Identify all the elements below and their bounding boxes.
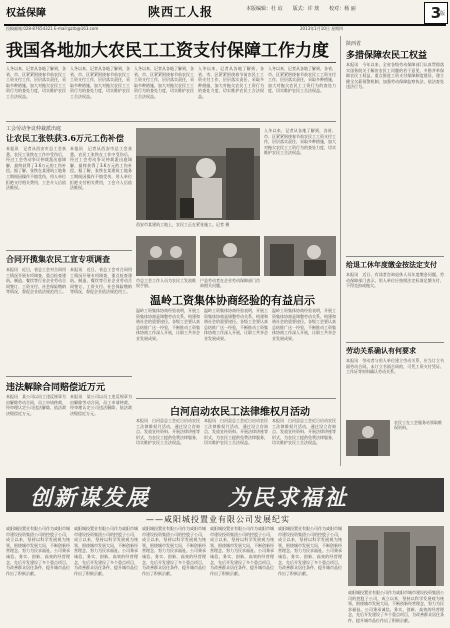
lead-article-col-5: 入冬以来，记者从各地了解到，各省、市、区紧紧围绕春节前农民工工资支付工作，层层落实责任，采取多种措施，加大对拖欠农民工工资行为的查处力度，切实维护农民工合法权益。 xyxy=(268,66,336,94)
article-body: 本报讯 白河县总工会近日启动农民工法律维权月活动，通过设立咨询点、发放宣传资料、开展法律讲座等形式，为农民工提供免费法律服务，切实维护农民工合法权益。 xyxy=(136,418,200,446)
main-headline: 我国各地加大农民工工资支付保障工作力度 xyxy=(6,41,329,61)
feature-body: 咸阳城投置业有限公司作为咸阳市城市建设投资集团公司的控股子公司，成立以来，坚持以科学发展观为统领，围绕城市发展大局，不断创新经营理念，努力为民求福祉。公司秉承诚信、务实、创新、高效的经营理念，先后开发建设了多个重点项目，为改善群众居住条件、提升城市品位作出了积极贡献。 xyxy=(74,526,138,576)
article-title: 合同开揽集农民工宣专项调查 xyxy=(6,254,110,264)
page-suffix: 版 xyxy=(440,11,446,17)
photo-caption: 市总工会工作人员为农民工发放维权手册。 xyxy=(136,278,196,288)
article-kicker: 工会劳动争议仲裁派出庭 xyxy=(6,126,62,132)
article-body: 本报讯 记者从西安市总工会获悉，农民工张铁在工作中受伤后，经过工会劳动争议仲裁派出庭调解，最终获得了3.6万元的工伤补偿。据了解，张铁在某建筑工地务工期间因操作不慎受伤，用人单位拒绝支付相关费用，工会介入后依法维权。 xyxy=(70,146,132,191)
lead-article-col-2: 入冬以来，记者从各地了解到，各省、市、区紧紧围绕春节前农民工工资支付工作，层层落实责任，采取多种措施，加大对拖欠农民工工资行为的查处力度，切实维护农民工合法权益。 xyxy=(70,66,130,99)
section-rule xyxy=(6,250,132,251)
article-body: 本报讯 白河县总工会近日启动农民工法律维权月活动，通过设立咨询点、发放宣传资料、开展法律讲座等形式，为农民工提供免费法律服务，切实维护农民工合法权益。 xyxy=(204,418,268,446)
feature-body: 咸阳城投置业有限公司作为咸阳市城市建设投资集团公司的控股子公司，成立以来，坚持以科学发展观为统领，围绕城市发展大局，不断创新经营理念，努力为民求福祉。公司秉承诚信、务实、创新、高效的经营理念，先后开发建设了多个重点项目，为改善群众居住条件、提升城市品位作出了积极贡献。 xyxy=(142,526,206,576)
worker-photo-image xyxy=(136,128,260,220)
article-body: 本报讯 记者从西安市总工会获悉，农民工张铁在工作中受伤后，经过工会劳动争议仲裁派出庭调解，最终获得了3.6万元的工伤补偿。据了解，张铁在某建筑工地务工期间因操作不慎受伤，用人单位拒绝支付相关费用，工会介入后依法维权。 xyxy=(6,146,66,191)
article-title: 温岭工资集体协商经验的有益启示 xyxy=(150,294,315,307)
lead-article-col-3: 入冬以来，记者从各地了解到，各省、市、区紧紧围绕春节前农民工工资支付工作，层层落实责任，采取多种措施，加大对拖欠农民工工资行为的查处力度，切实维护农民工合法权益。 xyxy=(134,66,194,99)
article-title: 白河启动农民工法律维权月活动 xyxy=(170,407,310,418)
section-rule xyxy=(346,256,444,257)
article-body: 本报讯 某公司以员工违反规章为由解除劳动合同，员工申请仲裁，经审理认定公司违法解除，依法裁决赔偿近万元。 xyxy=(6,394,66,416)
sidebar-title: 多措保障农民工权益 xyxy=(346,51,428,61)
headline-rule xyxy=(6,62,336,63)
photo-caption: 西安市某建筑工地上，农民工正在紧张施工。记者 摄 xyxy=(136,222,230,227)
contact-line: 投稿邮箱:028-87654321 E-mail:gzrb@163.com xyxy=(6,26,99,31)
article-body: 温岭工资集体协商经验表明，开展工资集体协商是调整劳动关系、构建和谐社会的重要途径。各级工会要认真总结推广这一经验，不断推动工资集体协商工作深入开展，让职工共享企业发展成果。 xyxy=(272,308,336,341)
article-body: 本报讯 某公司以员工违反规章为由解除劳动合同，员工申请仲裁，经审理认定公司违法解除，依法裁决赔偿近万元。 xyxy=(70,394,132,416)
section-rule xyxy=(346,342,444,343)
feature-body: 咸阳城投置业有限公司作为咸阳市城市建设投资集团公司的控股子公司，成立以来，坚持以科学发展观为统领，围绕城市发展大局，不断创新经营理念，努力为民求福祉。公司秉承诚信、务实、创新、高效的经营理念，先后开发建设了多个重点项目，为改善群众居住条件、提升城市品位作出了积极贡献。 xyxy=(348,590,444,623)
article-body: 入冬以来，记者从各地了解到，各省、市、区紧紧围绕春节前农民工工资支付工作，层层落实责任，采取多种措施，加大对拖欠农民工工资行为的查处力度，切实维护农民工合法权益。 xyxy=(264,128,336,156)
news-photo xyxy=(136,128,260,220)
article-body: 温岭工资集体协商经验表明，开展工资集体协商是调整劳动关系、构建和谐社会的重要途径。各级工会要认真总结推广这一经验，不断推动工资集体协商工作深入开展，让职工共享企业发展成果。 xyxy=(204,308,268,341)
sidebar-body: 本报讯 劳动者与用人单位建立劳动关系，应当订立书面劳动合同。未订立书面合同的，可凭工资支付凭证、工作证等材料确认劳动关系。 xyxy=(346,358,444,375)
article-body: 温岭工资集体协商经验表明，开展工资集体协商是调整劳动关系、构建和谐社会的重要途径。各级工会要认真总结推广这一经验，不断推动工资集体协商工作深入开展，让职工共享企业发展成果。 xyxy=(136,308,200,341)
article-body: 本报讯 近日，省总工会对合同用工情况开展专项调查，重点检查建筑、制造、餐饮等行业企业劳动合同签订、工资支付、社会保险缴纳等情况，督促企业依法规范用工。 xyxy=(6,267,66,295)
feature-photo xyxy=(348,526,444,586)
section-rule xyxy=(6,376,132,377)
sidebar-body: 本报讯 近日，有读者咨询退休人员年度缴金问题。劳动保障部门表示，用人单位应按照法定标准足额支付，不得克扣或拖欠。 xyxy=(346,272,444,289)
section-rule xyxy=(136,398,336,399)
sidebar-photo xyxy=(346,420,390,456)
consultation-photo-image xyxy=(200,236,260,276)
issue-info: 本版编辑：杜 谊 版式：许 琰 校对：杨 丽 xyxy=(246,6,356,12)
paper-name: 陕西工人报 xyxy=(148,5,214,19)
article-title: 违法解除合同赔偿近万元 xyxy=(6,383,106,393)
feature-body: 咸阳城投置业有限公司作为咸阳市城市建设投资集团公司的控股子公司，成立以来，坚持以科学发展观为统领，围绕城市发展大局，不断创新经营理念，努力为民求福祉。公司秉承诚信、务实、创新、高效的经营理念，先后开发建设了多个重点项目，为改善群众居住条件、提升城市品位作出了积极贡献。 xyxy=(278,526,342,576)
building-photo-image xyxy=(348,526,444,586)
section-name: 权益保障 xyxy=(6,8,46,19)
article-body: 本报讯 近日，省总工会对合同用工情况开展专项调查，重点检查建筑、制造、餐饮等行业企业劳动合同签订、工资支付、社会保险缴纳等情况，督促企业依法规范用工。 xyxy=(70,267,132,295)
sidebar-body: 本报讯 今年以来，全省各级劳动保障部门认真贯彻落实国务院关于解决农民工问题的若干意见，多措并举保障农民工权益，重点推进工资支付保障制度建设，建立健全欠薪预警机制，加强劳动保障监察执法，依法查处违法行为。 xyxy=(346,62,444,90)
sidebar-divider xyxy=(340,36,341,466)
news-photo xyxy=(136,236,196,276)
sidebar-kicker: 陕西省 xyxy=(346,41,362,47)
news-photo xyxy=(200,236,260,276)
article-body: 本报讯 白河县总工会近日启动农民工法律维权月活动，通过设立咨询点、发放宣传资料、开展法律讲座等形式，为农民工提供免费法律服务，切实维护农民工合法权益。 xyxy=(272,418,336,446)
banner-slogan-right: 为民求福祉 xyxy=(228,485,349,511)
date-line: 2013年1月10日 星期四 xyxy=(300,26,344,31)
lead-article-col-4: 入冬以来，记者从各地了解到，各省、市、区紧紧围绕春节前农民工工资支付工作，层层落实责任，采取多种措施，加大对拖欠农民工工资行为的查处力度，切实维护农民工合法权益。 xyxy=(198,66,264,99)
sidebar-title: 劳动关系确认有何要求 xyxy=(346,346,416,355)
meeting-photo-image xyxy=(136,236,196,276)
feature-body: 咸阳城投置业有限公司作为咸阳市城市建设投资集团公司的控股子公司，成立以来，坚持以科学发展观为统领，围绕城市发展大局，不断创新经营理念，努力为民求福祉。公司秉承诚信、务实、创新、高效的经营理念，先后开发建设了多个重点项目，为改善群众居住条件、提升城市品位作出了积极贡献。 xyxy=(210,526,274,576)
banner-subtitle: ——咸阳城投置业有限公司发展纪实 xyxy=(146,515,290,524)
sidebar-photo-image xyxy=(346,420,390,456)
feature-body: 咸阳城投置业有限公司作为咸阳市城市建设投资集团公司的控股子公司，成立以来，坚持以科学发展观为统领，围绕城市发展大局，不断创新经营理念，努力为民求福祉。公司秉承诚信、务实、创新、高效的经营理念，先后开发建设了多个重点项目，为改善群众居住条件、提升城市品位作出了积极贡献。 xyxy=(6,526,70,576)
lead-article-col-1: 入冬以来，记者从各地了解到，各省、市、区紧紧围绕春节前农民工工资支付工作，层层落实责任，采取多种措施，加大对拖欠农民工工资行为的查处力度，切实维护农民工合法权益。 xyxy=(6,66,66,99)
office-photo-image xyxy=(264,236,336,276)
article-title: 让农民工张铁获3.6万元工伤补偿 xyxy=(6,133,124,143)
section-rule xyxy=(6,121,336,122)
photo-caption: 农民工在工会服务站领取维权资料。 xyxy=(394,420,442,430)
page-number: 3 xyxy=(424,2,448,24)
sidebar-title: 给退工休年度缴金按法定支付 xyxy=(346,260,437,269)
photo-caption: 户县劳动者在企业劳动保障部门咨询相关问题。 xyxy=(200,278,260,288)
news-photo xyxy=(264,236,336,276)
banner-slogan-left: 创新谋发展 xyxy=(30,485,151,511)
